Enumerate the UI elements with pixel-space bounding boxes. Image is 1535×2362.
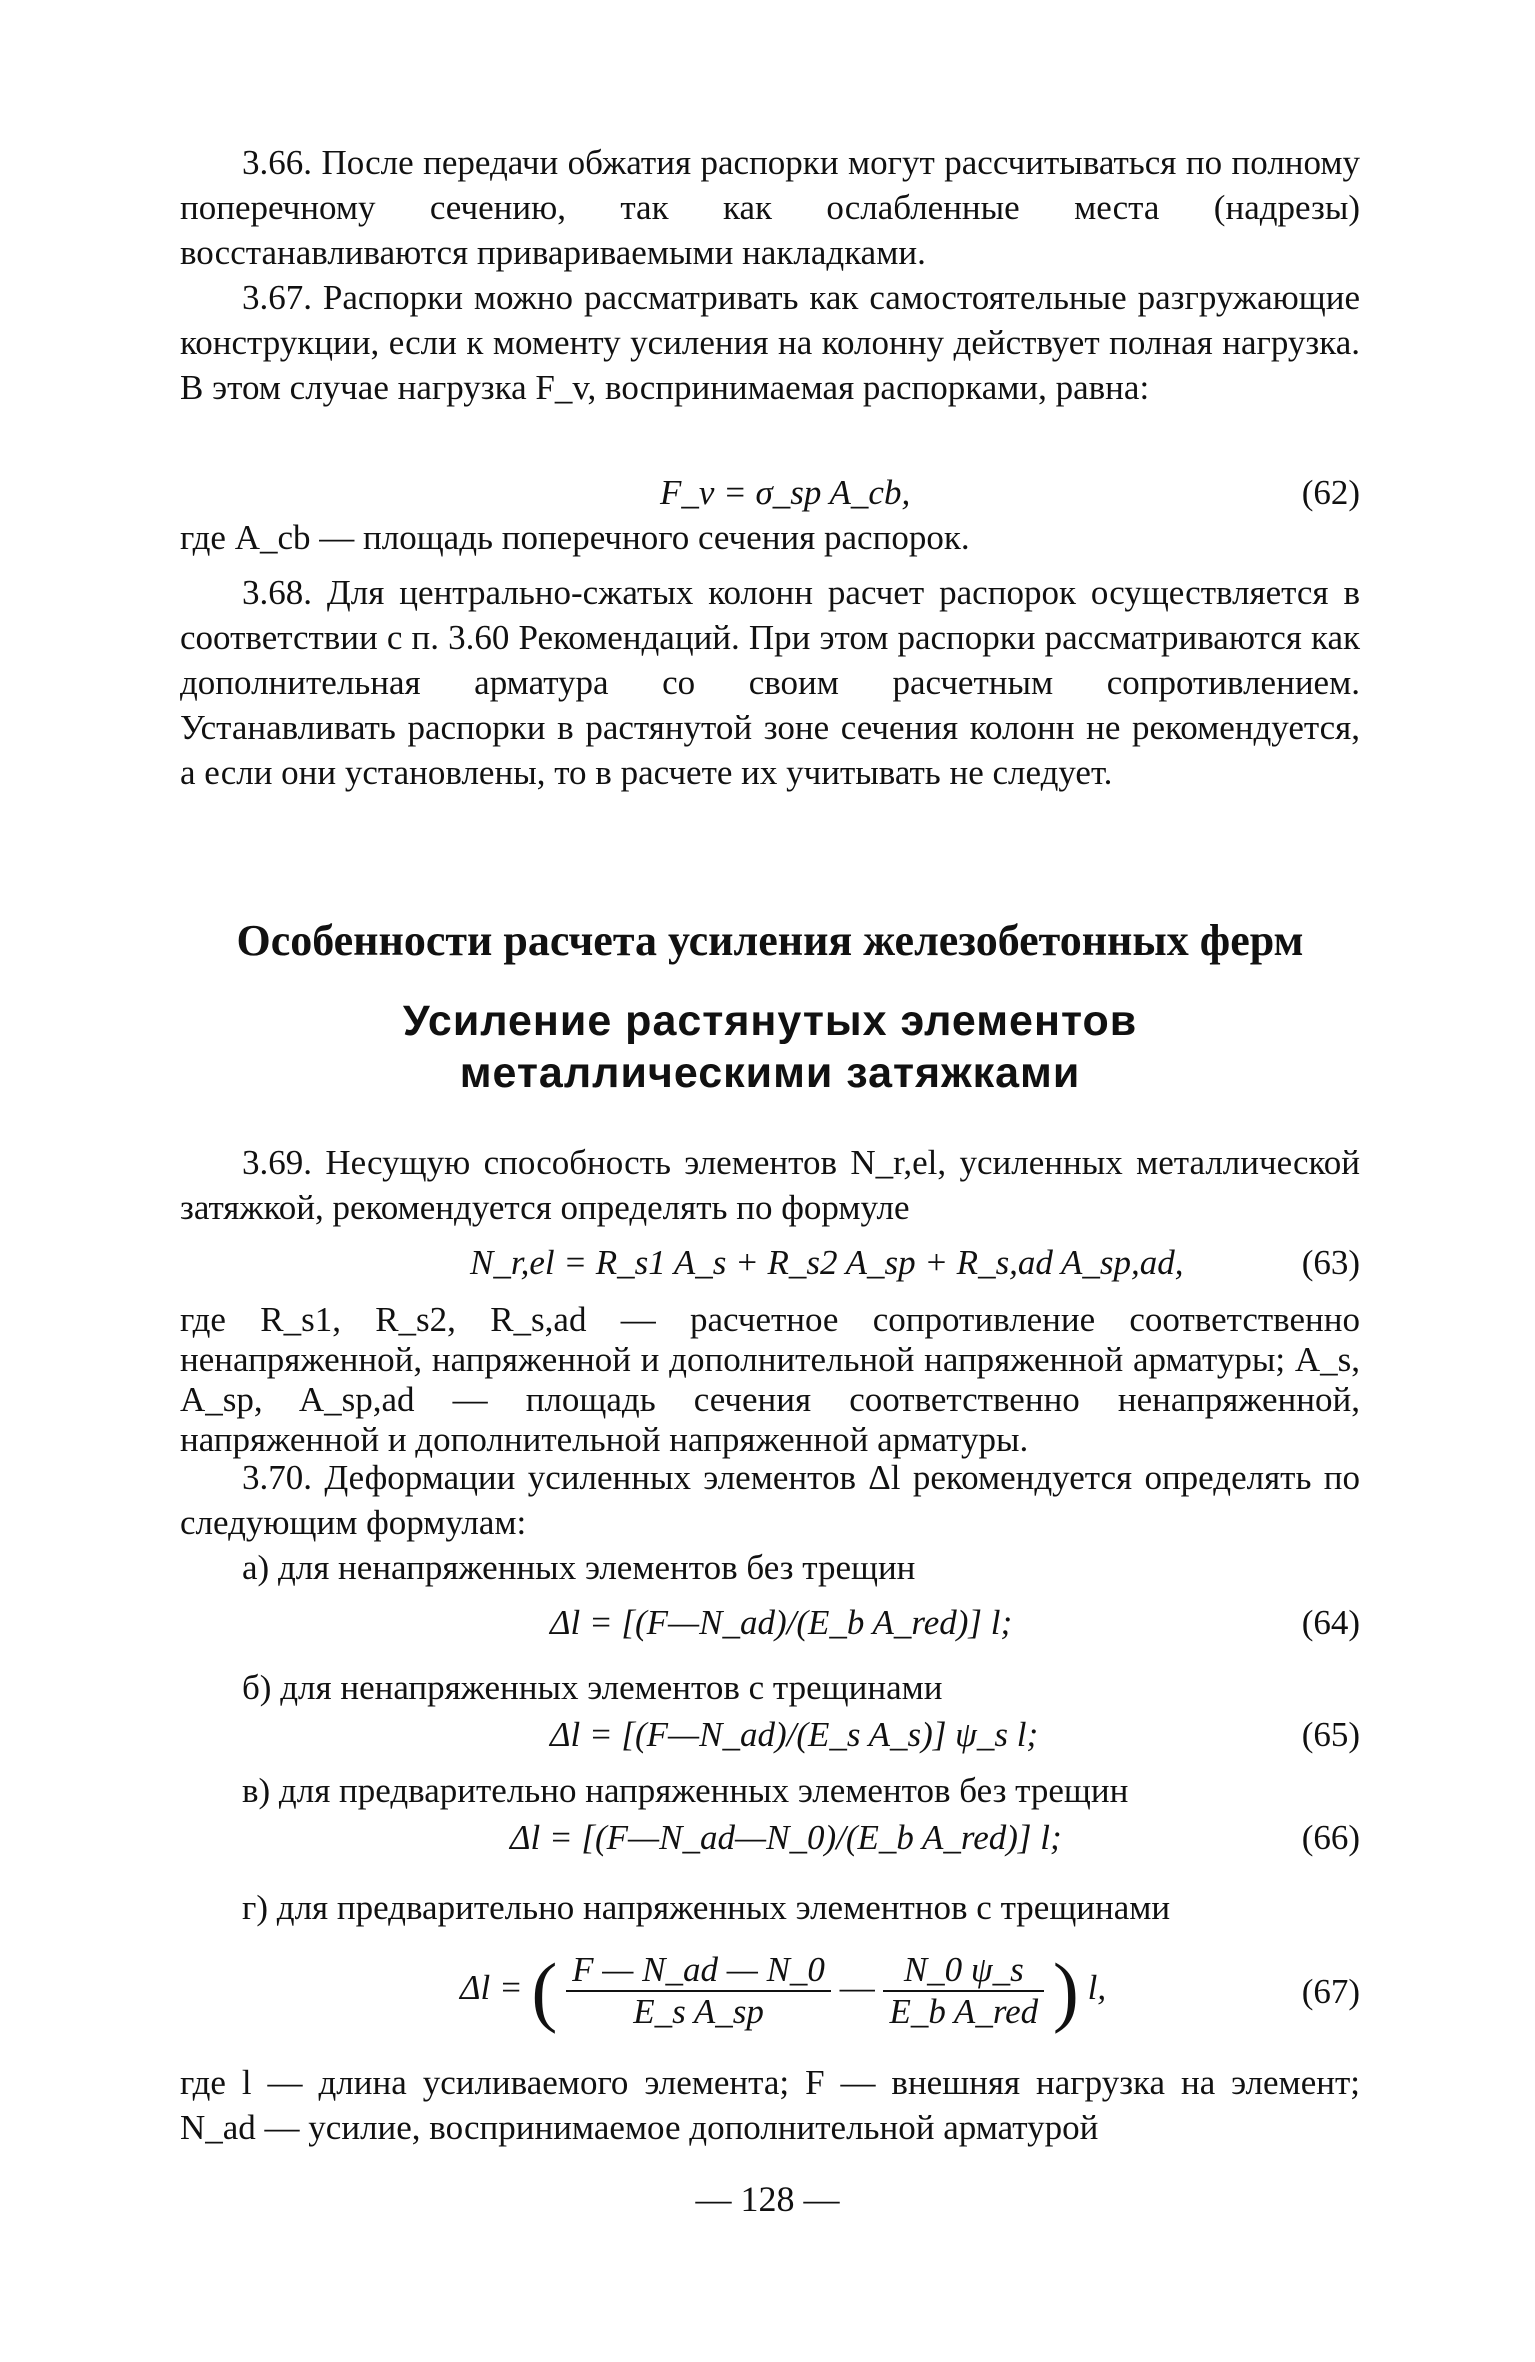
subsection-heading-block	[250, 995, 1290, 1099]
fraction-2-denominator: E_b A_red	[889, 1992, 1039, 2031]
formula-65	[180, 1712, 1360, 1757]
item-c-text: в) для предварительно напряженных элементов без трещин	[242, 1771, 1129, 1810]
item-b	[180, 1665, 1360, 1710]
subsection-heading: Усиление растянутых элементов металлическими затяжками	[402, 997, 1138, 1097]
where-62-text: где A_cb — площадь поперечного сечения распорок.	[180, 518, 970, 557]
paragraph-3-68: 3.68. Для центрально-сжатых колонн расчет распорок осуществляется в соответствии с п. 3.60 Рекомендаций. При этом распорки рассматриваются как дополнительная арматура со своим расчетным сопротивлением. Устанавливать распорки в растянутой зоне сечения колонн не рекомендуется, а если они установлены, то в расчете их учитывать не следует.	[180, 573, 1360, 792]
formula-62-expr: F_v = σ_sp A_cb,	[660, 473, 911, 512]
formula-66-expr: Δl = [(F—N_ad—N_0)/(E_b A_red)] l;	[510, 1818, 1062, 1857]
formula-67-tail: l,	[1087, 1968, 1107, 2008]
left-paren: (	[531, 1947, 558, 2034]
item-d-text: г) для предварительно напряженных элементнов с трещинами	[242, 1888, 1171, 1927]
formula-65-expr: Δl = [(F—N_ad)/(E_s A_s)] ψ_s l;	[550, 1715, 1039, 1754]
where-63-text: где R_s1, R_s2, R_s,ad — расчетное сопротивление соответственно ненапряженной, напряженной и дополнительной напряженной арматуры; A_s, A_sp, A_sp,ad — площадь сечения соответственно ненапряженной, напряженной и дополнительной напряженной арматуры.	[180, 1300, 1360, 1459]
where-67	[180, 2060, 1360, 2150]
paragraph-3-66: 3.66. После передачи обжатия распорки могут рассчитываться по полному поперечному сечению, так как ослабленные места (надрезы) восстанавливаются привариваемыми накладками.	[180, 143, 1360, 272]
right-paren: )	[1052, 1947, 1079, 2034]
formula-66-number: (66)	[1301, 1818, 1360, 1857]
formula-63-expr: N_r,el = R_s1 A_s + R_s2 A_sp + R_s,ad A_sp,ad,	[470, 1243, 1184, 1282]
paragraph-3-70: 3.70. Деформации усиленных элементов Δl рекомендуется определять по следующим формулам:	[180, 1458, 1360, 1542]
formula-67-lhs: Δl =	[460, 1968, 523, 2008]
formula-66	[180, 1815, 1360, 1860]
section-3-67	[180, 275, 1360, 410]
formula-62-number: (62)	[1301, 473, 1360, 512]
formula-67-expr	[460, 1947, 1107, 2034]
section-heading-block	[180, 915, 1360, 966]
page-number: — 128 —	[695, 2179, 840, 2219]
fraction-1	[566, 1950, 831, 2032]
item-d	[180, 1885, 1360, 1930]
where-63	[180, 1300, 1360, 1460]
where-67-text: где l — длина усиливаемого элемента; F — внешняя нагрузка на элемент; N_ad — усилие, воспринимаемое дополнительной арматурой	[180, 2063, 1360, 2147]
formula-62	[180, 470, 1360, 515]
fraction-2-numerator: N_0 ψ_s	[883, 1950, 1044, 1992]
formula-67-number: (67)	[1301, 1972, 1360, 2011]
section-heading: Особенности расчета усиления железобетонных ферм	[236, 916, 1304, 965]
minus-sign: —	[839, 1968, 875, 2008]
item-a	[180, 1545, 1360, 1590]
formula-63-number: (63)	[1301, 1243, 1360, 1282]
fraction-1-numerator: F — N_ad — N_0	[566, 1950, 831, 1992]
section-3-70	[180, 1455, 1360, 1545]
formula-67	[180, 1947, 1360, 2045]
paragraph-3-69: 3.69. Несущую способность элементов N_r,el, усиленных металлической затяжкой, рекомендуется определять по формуле	[180, 1143, 1360, 1227]
formula-63	[180, 1240, 1360, 1285]
section-3-69	[180, 1140, 1360, 1230]
formula-64-expr: Δl = [(F—N_ad)/(E_b A_red)] l;	[550, 1603, 1013, 1642]
formula-64	[180, 1600, 1360, 1645]
section-3-68	[180, 570, 1360, 795]
formula-64-number: (64)	[1301, 1603, 1360, 1642]
where-62	[180, 515, 1360, 560]
section-3-66	[180, 140, 1360, 275]
fraction-2	[883, 1950, 1044, 2032]
item-b-text: б) для ненапряженных элементов с трещинами	[242, 1668, 943, 1707]
paragraph-3-67: 3.67. Распорки можно рассматривать как самостоятельные разгружающие конструкции, если к моменту усиления на колонну действует полная нагрузка. В этом случае нагрузка F_v, воспринимаемая распорками, равна:	[180, 278, 1360, 407]
item-a-text: а) для ненапряженных элементов без трещин	[242, 1548, 916, 1587]
formula-65-number: (65)	[1301, 1715, 1360, 1754]
fraction-1-denominator: E_s A_sp	[633, 1992, 764, 2031]
item-c	[180, 1768, 1360, 1813]
